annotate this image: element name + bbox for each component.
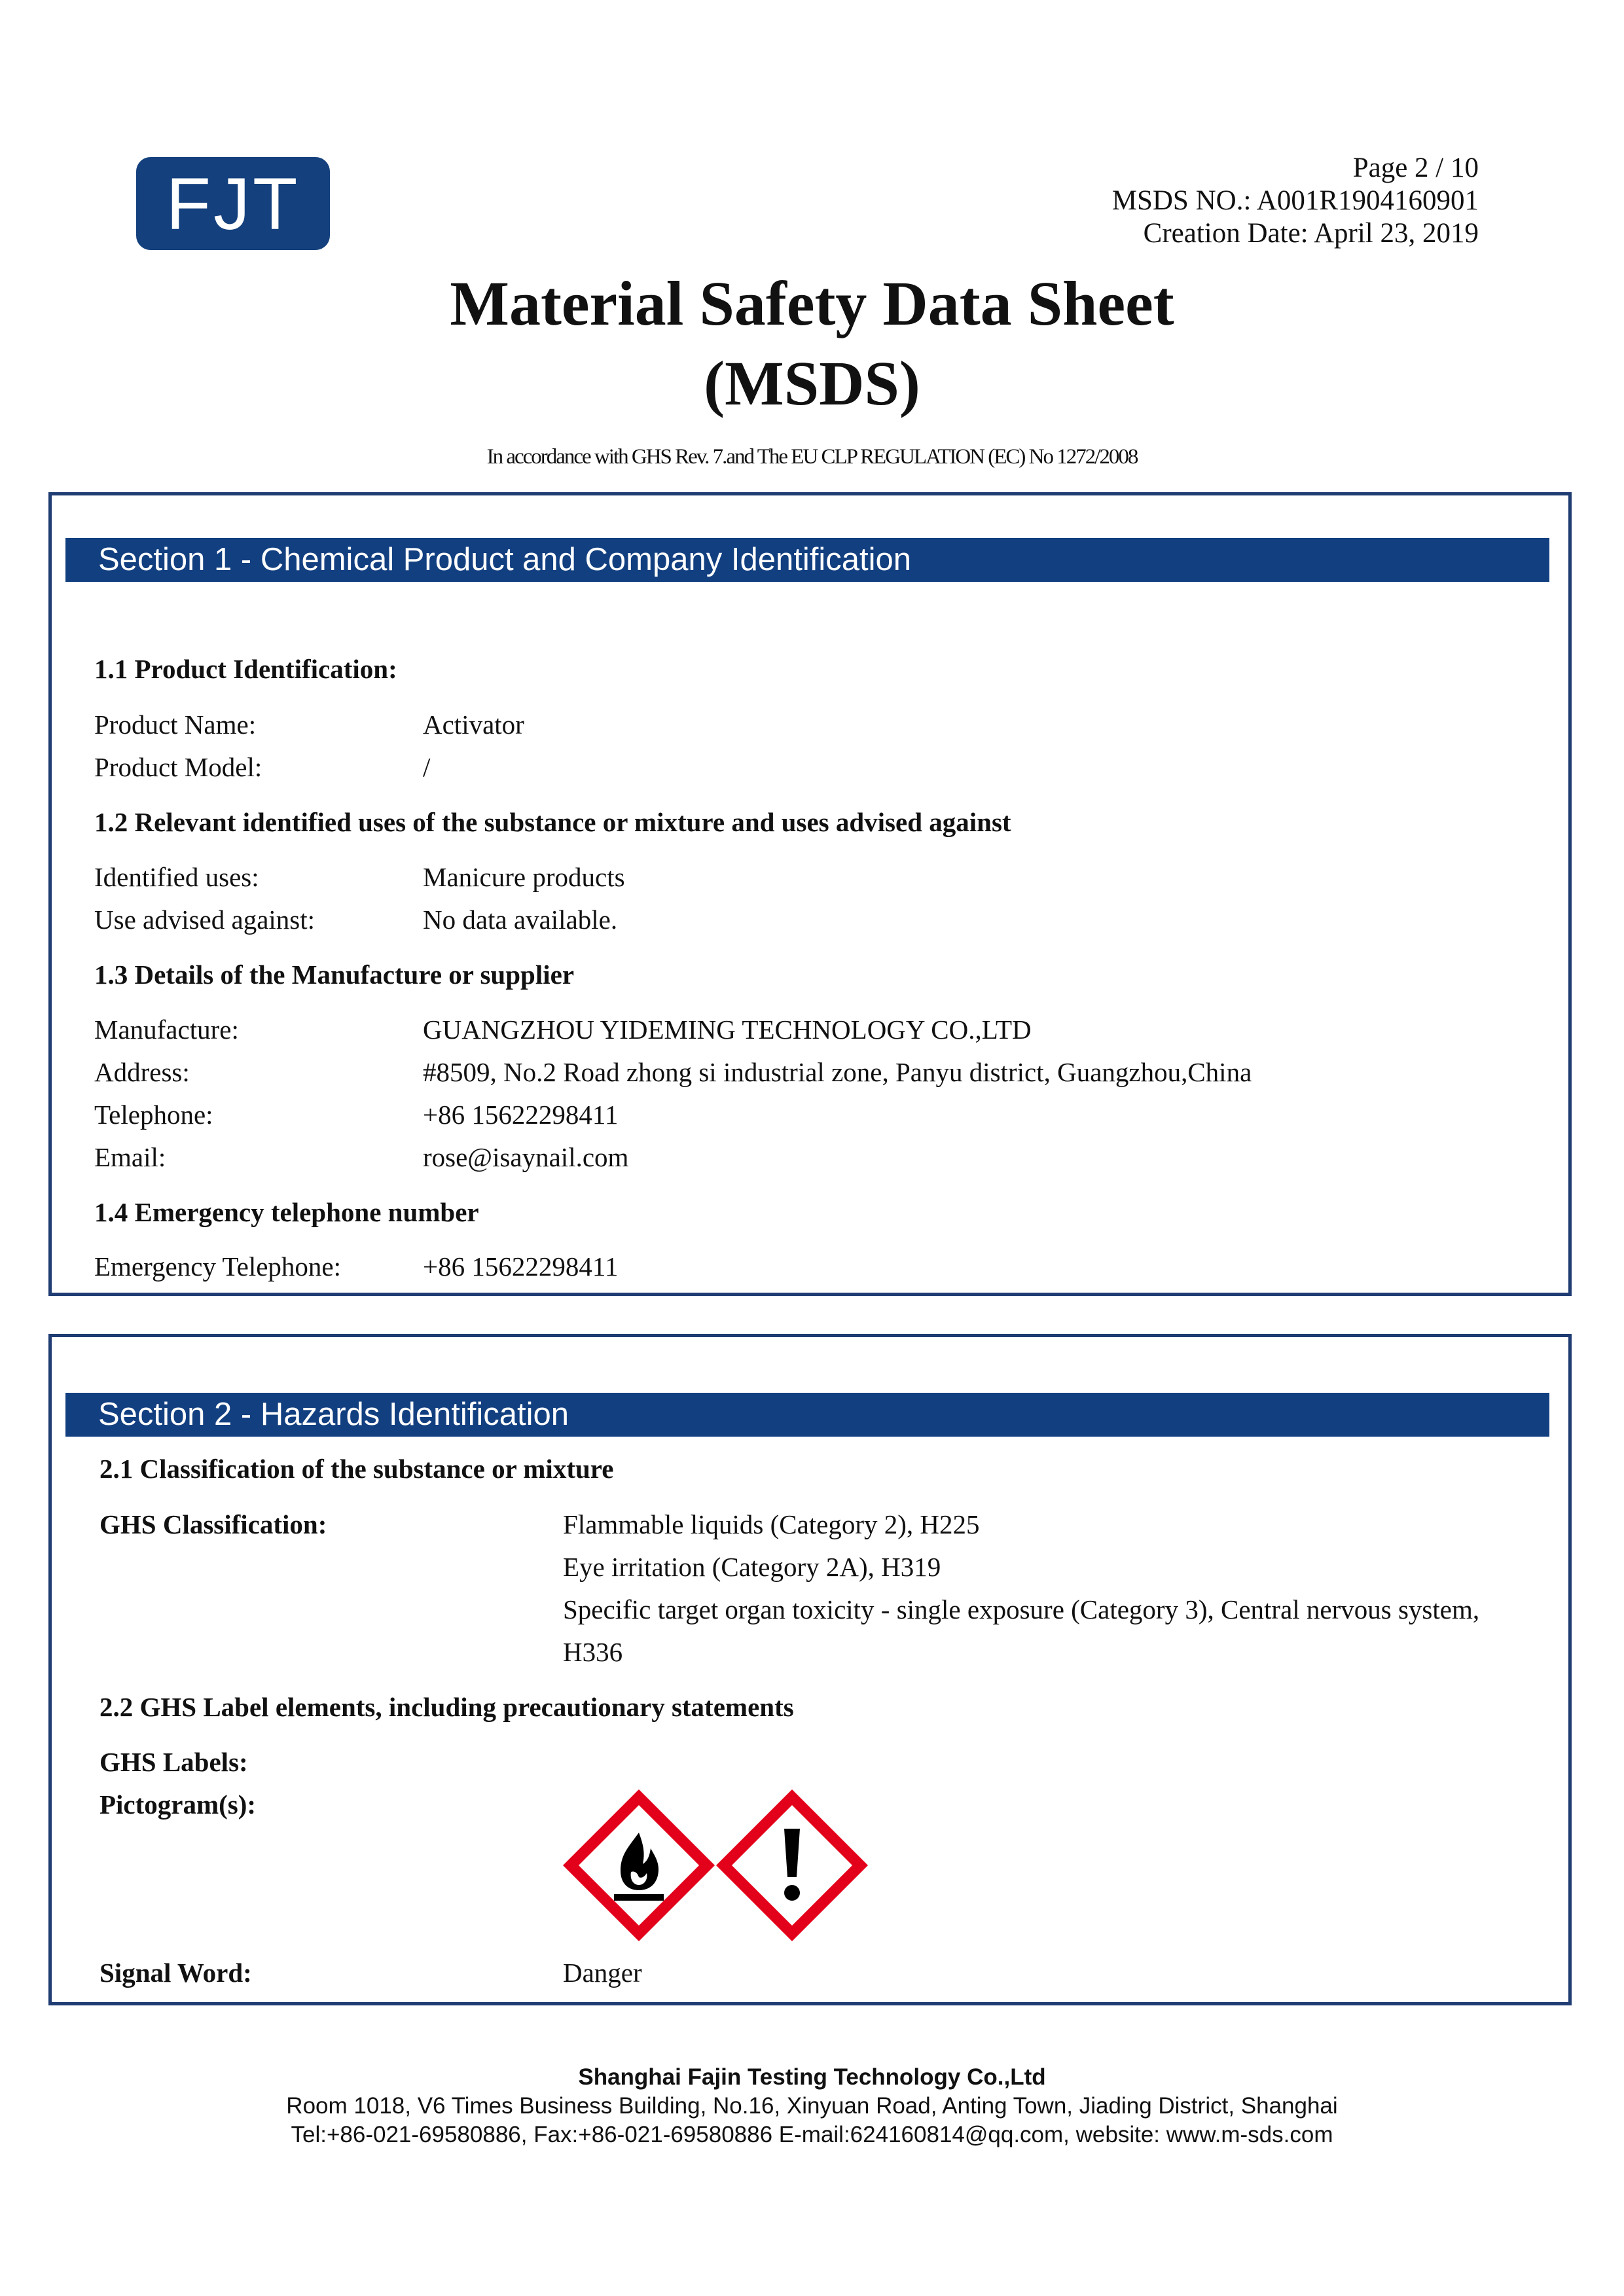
emergency-telephone-value: +86 15622298411 bbox=[423, 1251, 619, 1282]
address-label: Address: bbox=[94, 1057, 190, 1087]
telephone-value: +86 15622298411 bbox=[423, 1100, 619, 1130]
manufacture-label: Manufacture: bbox=[94, 1014, 239, 1045]
section-2-title: Section 2 - Hazards Identification bbox=[65, 1393, 1549, 1437]
flame-pictogram-icon bbox=[560, 1787, 717, 1944]
manufacture-value: GUANGZHOU YIDEMING TECHNOLOGY CO.,LTD bbox=[423, 1014, 1032, 1045]
ghs-classification-1: Flammable liquids (Category 2), H225 bbox=[563, 1509, 980, 1539]
email-value[interactable]: rose@isaynail.com bbox=[423, 1142, 629, 1172]
ghs-classification-3: Specific target organ toxicity - single exposure (Category 3), Central nervous system, bbox=[563, 1594, 1480, 1624]
product-model-label: Product Model: bbox=[94, 752, 262, 782]
address-value: #8509, No.2 Road zhong si industrial zone, Panyu district, Guangzhou,China bbox=[423, 1057, 1252, 1087]
ghs-classification-3-cont: H336 bbox=[563, 1637, 623, 1667]
signal-word-label: Signal Word: bbox=[99, 1958, 252, 1988]
telephone-label: Telephone: bbox=[94, 1100, 213, 1130]
heading-1-1: 1.1 Product Identification: bbox=[94, 654, 397, 684]
use-advised-value: No data available. bbox=[423, 905, 618, 935]
document-title-abbrev: (MSDS) bbox=[704, 348, 920, 418]
page-number: Page 2 / 10 bbox=[1352, 152, 1479, 183]
document-subtitle: In accordance with GHS Rev. 7.and The EU CLP REGULATION (EC) No 1272/2008 bbox=[486, 445, 1138, 469]
footer-contact: Tel:+86-021-69580886, Fax:+86-021-69580886 E-mail:624160814@qq.com, website: www.m-sds.com bbox=[291, 2122, 1333, 2147]
msds-number: MSDS NO.: A001R1904160901 bbox=[1111, 185, 1479, 216]
section-1-title: Section 1 - Chemical Product and Company Identification bbox=[65, 538, 1549, 582]
ghs-classification-2: Eye irritation (Category 2A), H319 bbox=[563, 1552, 941, 1582]
fjt-logo: FJT bbox=[136, 157, 330, 250]
heading-2-2: 2.2 GHS Label elements, including precautionary statements bbox=[99, 1692, 794, 1722]
heading-2-1: 2.1 Classification of the substance or mixture bbox=[99, 1454, 614, 1484]
ghs-labels-label: GHS Labels: bbox=[99, 1747, 248, 1777]
exclamation-pictogram-icon bbox=[713, 1787, 871, 1944]
product-model-value: / bbox=[423, 752, 431, 782]
footer-address: Room 1018, V6 Times Business Building, No.16, Xinyuan Road, Anting Town, Jiading District, Shanghai bbox=[286, 2093, 1338, 2119]
identified-uses-label: Identified uses: bbox=[94, 862, 259, 892]
heading-1-3: 1.3 Details of the Manufacture or supplier bbox=[94, 960, 575, 990]
footer-company: Shanghai Fajin Testing Technology Co.,Ltd bbox=[578, 2064, 1046, 2090]
document-title: Material Safety Data Sheet bbox=[450, 268, 1174, 338]
heading-1-4: 1.4 Emergency telephone number bbox=[94, 1197, 479, 1227]
product-name-value: Activator bbox=[423, 709, 524, 740]
identified-uses-value: Manicure products bbox=[423, 862, 625, 892]
ghs-classification-label: GHS Classification: bbox=[99, 1509, 327, 1539]
section-1-box bbox=[48, 492, 1572, 1296]
heading-1-2: 1.2 Relevant identified uses of the substance or mixture and uses advised against bbox=[94, 807, 1011, 837]
signal-word-value: Danger bbox=[563, 1958, 642, 1988]
emergency-telephone-label: Emergency Telephone: bbox=[94, 1251, 342, 1282]
pictograms-label: Pictogram(s): bbox=[99, 1789, 257, 1820]
email-label: Email: bbox=[94, 1142, 166, 1172]
use-advised-label: Use advised against: bbox=[94, 905, 316, 935]
creation-date: Creation Date: April 23, 2019 bbox=[1143, 218, 1479, 249]
product-name-label: Product Name: bbox=[94, 709, 257, 740]
